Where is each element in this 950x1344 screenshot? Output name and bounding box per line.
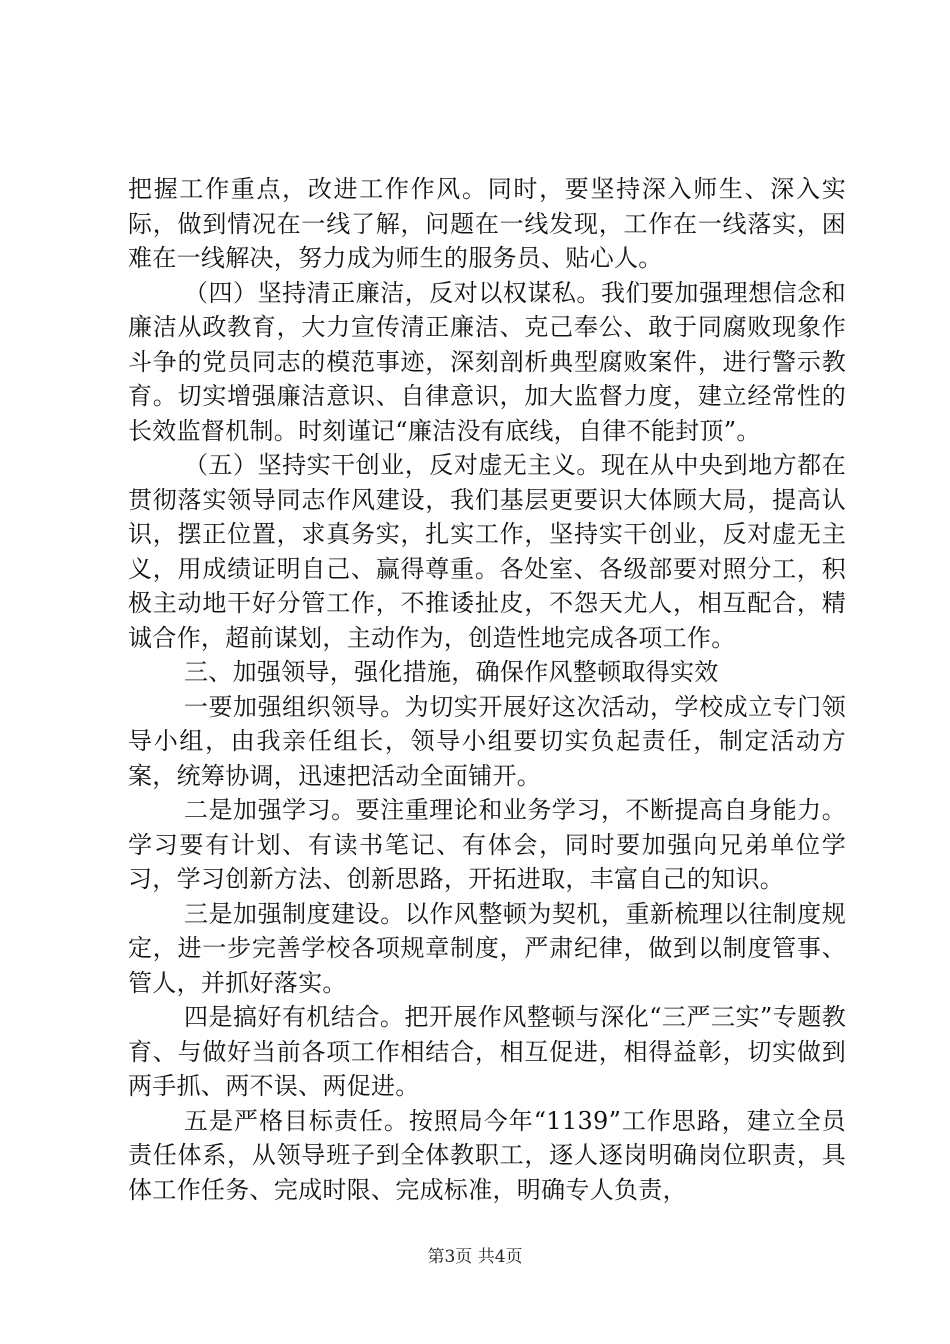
paragraph: （四）坚持清正廉洁，反对以权谋私。我们要加强理想信念和廉洁从政教育，大力宣传清正廉洁、克己奉公、敢于同腐败现象作斗争的党员同志的模范事迹，深刻剖析典型腐败案件，进行警示教育。切实增强廉洁意识、自律意识，加大监督力度，建立经常性的长效监督机制。时刻谨记“廉洁没有底线，自律不能封顶”。 <box>128 278 846 445</box>
paragraph: 三是加强制度建设。以作风整顿为契机，重新梳理以往制度规定，进一步完善学校各项规章制度，严肃纪律，做到以制度管事、管人，并抓好落实。 <box>128 899 846 997</box>
paragraph: 二是加强学习。要注重理论和业务学习，不断提高自身能力。学习要有计划、有读书笔记、有体会，同时要加强向兄弟单位学习，学习创新方法、创新思路，开拓进取，丰富自己的知识。 <box>128 796 846 893</box>
paragraph: 四是搞好有机结合。把开展作风整顿与深化“三严三实”专题教育、与做好当前各项工作相结合，相互促进，相得益彰，切实做到两手抓、两不误、两促进。 <box>128 1003 846 1100</box>
document-body <box>128 172 846 1207</box>
paragraph: 一要加强组织领导。为切实开展好这次活动，学校成立专门领导小组，由我亲任组长，领导小组要切实负起责任，制定活动方案，统筹协调，迅速把活动全面铺开。 <box>128 692 846 790</box>
paragraph: 五是严格目标责任。按照局今年“1139”工作思路，建立全员责任体系，从领导班子到全体教职工，逐人逐岗明确岗位职责，具体工作任务、完成时限、完成标准，明确专人负责， <box>128 1106 846 1204</box>
section-heading: 三、加强领导，强化措施，确保作风整顿取得实效 <box>184 658 719 686</box>
paragraph: 把握工作重点，改进工作作风。同时，要坚持深入师生、深入实际，做到情况在一线了解，问题在一线发现，工作在一线落实，困难在一线解决，努力成为师生的服务员、贴心人。 <box>128 175 846 272</box>
page-number-footer: 第3页 共4页 <box>427 1247 523 1267</box>
paragraph: （五）坚持实干创业，反对虚无主义。现在从中央到地方都在贯彻落实领导同志作风建设，我们基层更要识大体顾大局，提高认识，摆正位置，求真务实，扎实工作，坚持实干创业，反对虚无主义，用成绩证明自己、赢得尊重。各处室、各级部要对照分工，积极主动地干好分管工作，不推诿扯皮，不怨天尤人，相互配合，精诚合作，超前谋划，主动作为，创造性地完成各项工作。 <box>128 451 846 652</box>
